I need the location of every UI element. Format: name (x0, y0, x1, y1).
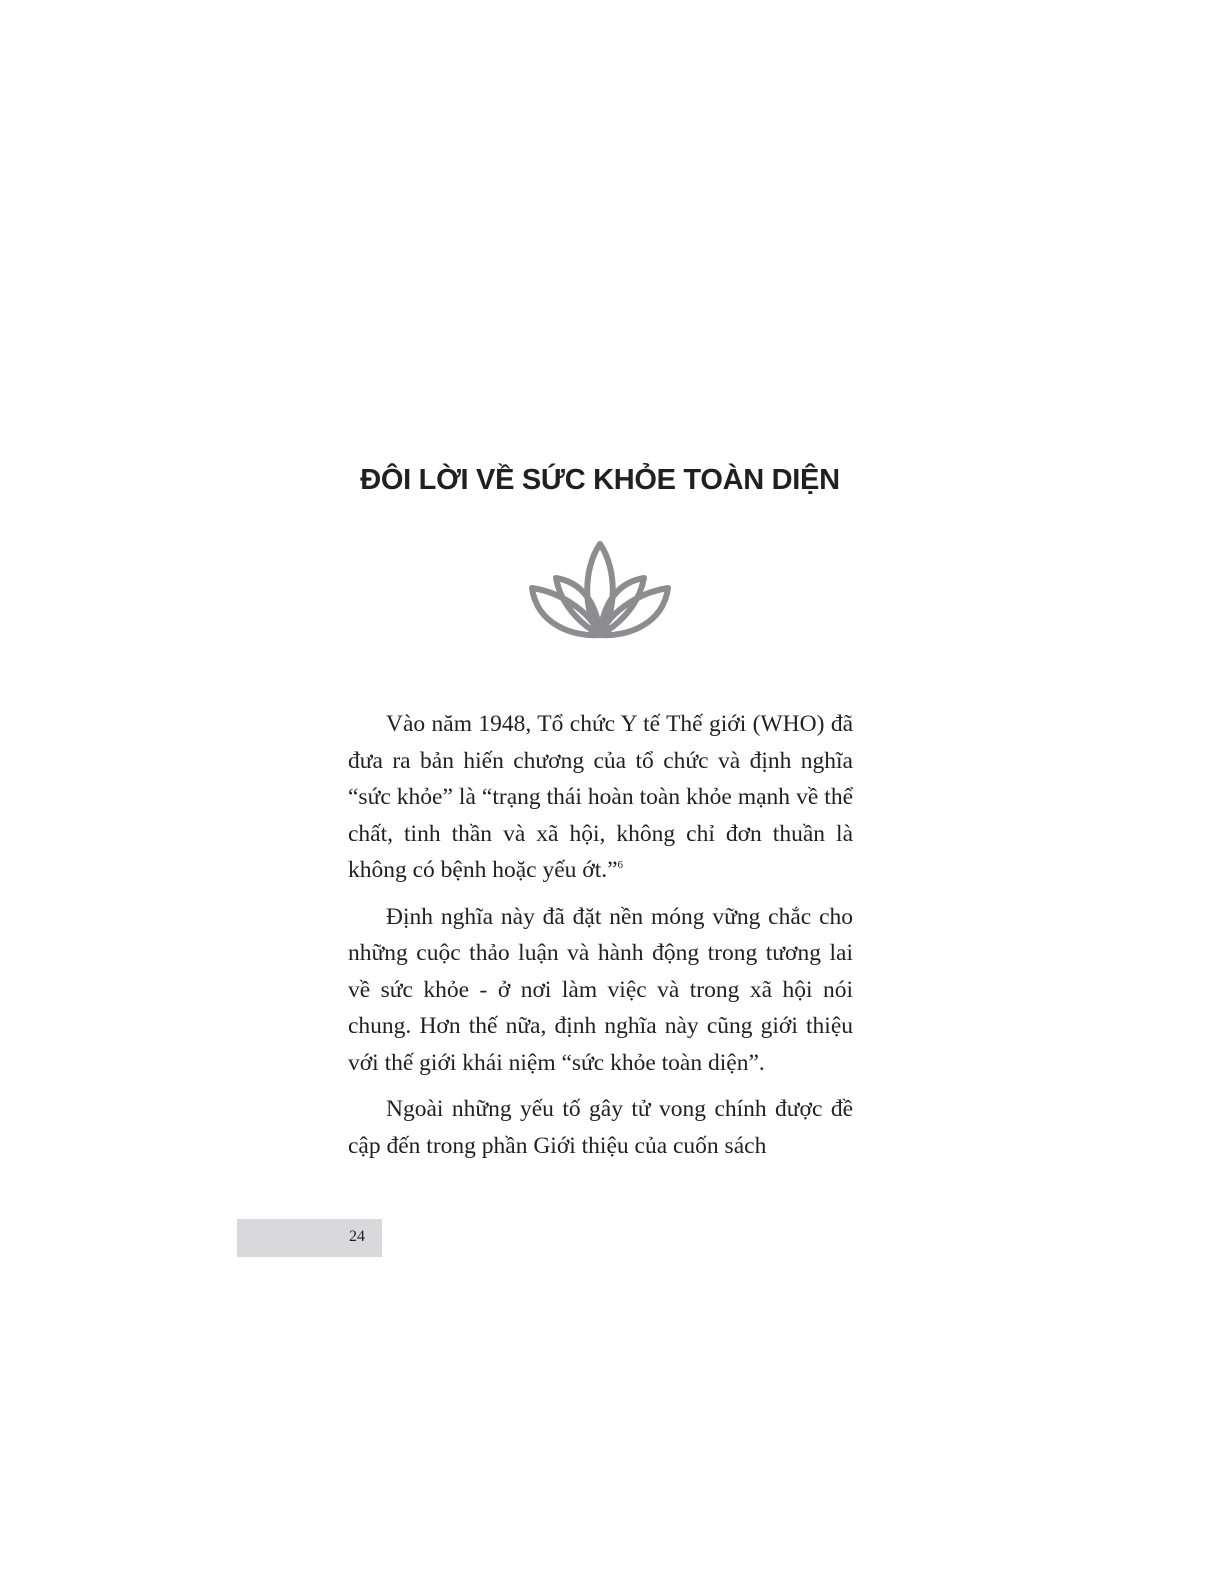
page-number: 24 (349, 1228, 365, 1245)
body-text (348, 706, 853, 1174)
footnote-marker[interactable]: 6 (617, 859, 624, 872)
lotus-icon (529, 540, 671, 640)
paragraph-1-text: Vào năm 1948, Tổ chức Y tế Thế giới (WHO) đã đưa ra bản hiến chương của tổ chức và định nghĩa “sức khỏe” là “trạng thái hoàn toàn khỏe mạnh về thể chất, tinh thần và xã hội, không chỉ đơn thuần là không có bệnh hoặc yếu ớt.” (348, 711, 853, 883)
paragraph-3: Ngoài những yếu tố gây tử vong chính được đề cập đến trong phần Giới thiệu của cuốn sách (348, 1096, 853, 1159)
paragraph-1 (348, 706, 853, 889)
paragraph-2: Định nghĩa này đã đặt nền móng vững chắc cho những cuộc thảo luận và hành động trong tương lai về sức khỏe - ở nơi làm việc và trong xã hội nói chung. Hơn thế nữa, định nghĩa này cũng giới thiệu với thế giới khái niệm “sức khỏe toàn diện”. (348, 903, 853, 1076)
chapter-title: ĐÔI LỜI VỀ SỨC KHỎE TOÀN DIỆN (360, 464, 840, 496)
